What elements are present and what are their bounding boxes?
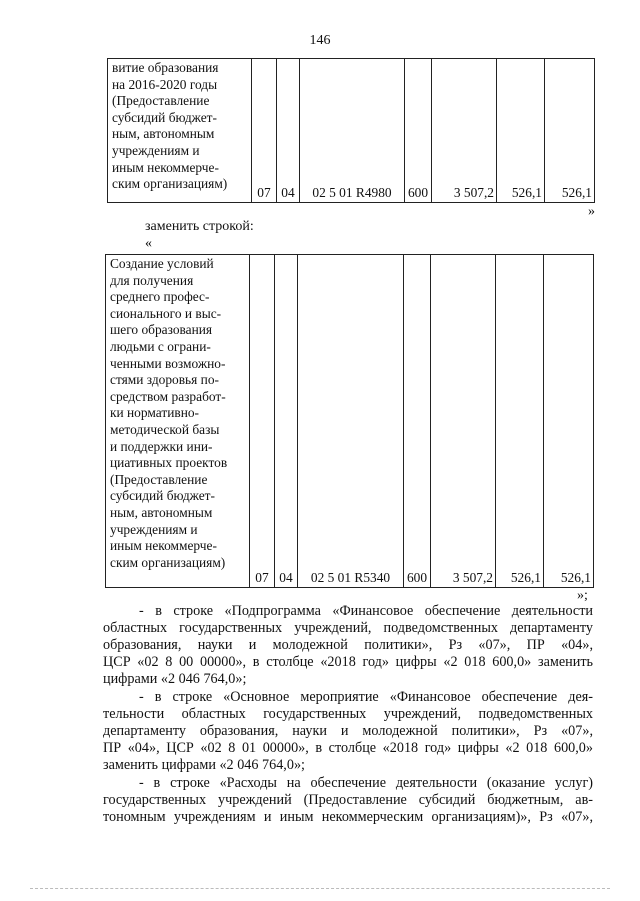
old-pr-cell: 04 (277, 59, 300, 203)
new-vr-cell: 600 (404, 255, 431, 588)
row-name-line: учреждениям и (112, 142, 200, 158)
paragraph-line: - в строке «Основное мероприятие «Финансовое обеспечение дея- (139, 689, 593, 705)
paragraph-line: ЦСР «02 8 00 00000», в столбце «2018 год» цифры «2 018 600,0» заменить (103, 654, 593, 670)
row-name-line: (Предоставление (112, 93, 210, 109)
row-name-line: субсидий бюджет- (112, 109, 217, 125)
paragraph-line-last: заменить цифрами «2 046 764,0»; (103, 757, 305, 773)
row-name-line: ченными возможно- (110, 355, 226, 371)
row-name-line: (Предоставление (110, 471, 208, 487)
row-name-line: Создание условий (110, 256, 214, 271)
row-name-line: и поддержки ини- (110, 438, 213, 454)
old-v3-cell: 526,1 (545, 59, 595, 203)
old-v2-cell: 526,1 (497, 59, 545, 203)
paragraph-line: - в строке «Расходы на обеспечение деятельности (оказание услуг) (139, 775, 593, 791)
paragraph-line: тономным учреждениям и иным некоммерческим организациям)», Рз «07», (103, 809, 593, 825)
paragraph-line: тельности областных государственных учреждений, подведомственных (103, 706, 593, 722)
row-name-line: ным, автономным (110, 504, 213, 520)
paragraph-3 (103, 775, 593, 826)
new-v1-cell: 3 507,2 (431, 255, 496, 588)
paragraph-1 (103, 603, 593, 688)
paragraph-line: областных государственных учреждений, подведомственных департаменту (103, 620, 593, 636)
row-name-line: среднего профес- (110, 289, 210, 305)
row-name-line: шего образования (110, 322, 213, 338)
old-vr-cell: 600 (405, 59, 432, 203)
row-name-line: учреждениям и (110, 521, 198, 537)
row-name-line: иным некоммерче- (110, 538, 217, 554)
paragraph-line: департаменту образования, науки и молодежной политики», Рз «07», (103, 723, 593, 739)
paragraph-line: ПР «04», ЦСР «02 8 01 00000», в столбце «2018 год» цифры «2 018 600,0» (103, 740, 593, 756)
row-name-line: сионального и выс- (110, 305, 222, 321)
table-old-row (107, 58, 595, 203)
row-name-line: средством разработ- (110, 388, 226, 404)
row-name-line: стями здоровья по- (110, 372, 219, 388)
old-v1-cell: 3 507,2 (432, 59, 497, 203)
old-csr-cell: 02 5 01 R4980 (300, 59, 405, 203)
closing-quote-old: » (588, 204, 595, 219)
opening-quote: « (145, 236, 152, 251)
row-name-line: ным, автономным (112, 126, 215, 142)
old-rz-cell: 07 (252, 59, 277, 203)
closing-quote-new: »; (577, 588, 588, 603)
paragraph-line: образования, науки и молодежной политики», Рз «07», ПР «04», (103, 637, 593, 653)
paragraph-line: - в строке «Подпрограмма «Финансовое обеспечение деятельности (139, 603, 593, 619)
row-name-line: ки нормативно- (110, 405, 200, 421)
new-v2-cell: 526,1 (496, 255, 544, 588)
new-v3-cell: 526,1 (544, 255, 594, 588)
page-number: 146 (309, 33, 331, 48)
row-name-line: циативных проектов (110, 455, 228, 471)
new-row-name (110, 256, 246, 571)
row-name-line: ским организациям) (110, 554, 226, 570)
row-name-line: для получения (110, 272, 194, 288)
row-name-line: иным некоммерче- (112, 159, 219, 175)
row-name-line: людьми с ограни- (110, 338, 211, 354)
row-name-line: на 2016-2020 годы (112, 76, 218, 92)
new-pr-cell: 04 (275, 255, 298, 588)
old-row-name (112, 60, 248, 193)
row-name-line: ским организациям) (112, 176, 228, 192)
paragraph-line-last: цифрами «2 046 764,0»; (103, 671, 247, 687)
replace-instruction: заменить строкой: (145, 219, 254, 234)
table-new-row (105, 254, 594, 588)
row-name-line: субсидий бюджет- (110, 488, 215, 504)
scan-edge-line (30, 888, 610, 889)
new-csr-cell: 02 5 01 R5340 (298, 255, 404, 588)
paragraph-line: государственных учреждений (Предоставление субсидий бюджетным, ав- (103, 792, 593, 808)
row-name-line: методической базы (110, 421, 220, 437)
old-row-name-cell (108, 59, 252, 203)
paragraph-2 (103, 689, 593, 774)
new-row-name-cell (106, 255, 250, 588)
row-name-line: витие образования (112, 60, 219, 75)
new-rz-cell: 07 (250, 255, 275, 588)
